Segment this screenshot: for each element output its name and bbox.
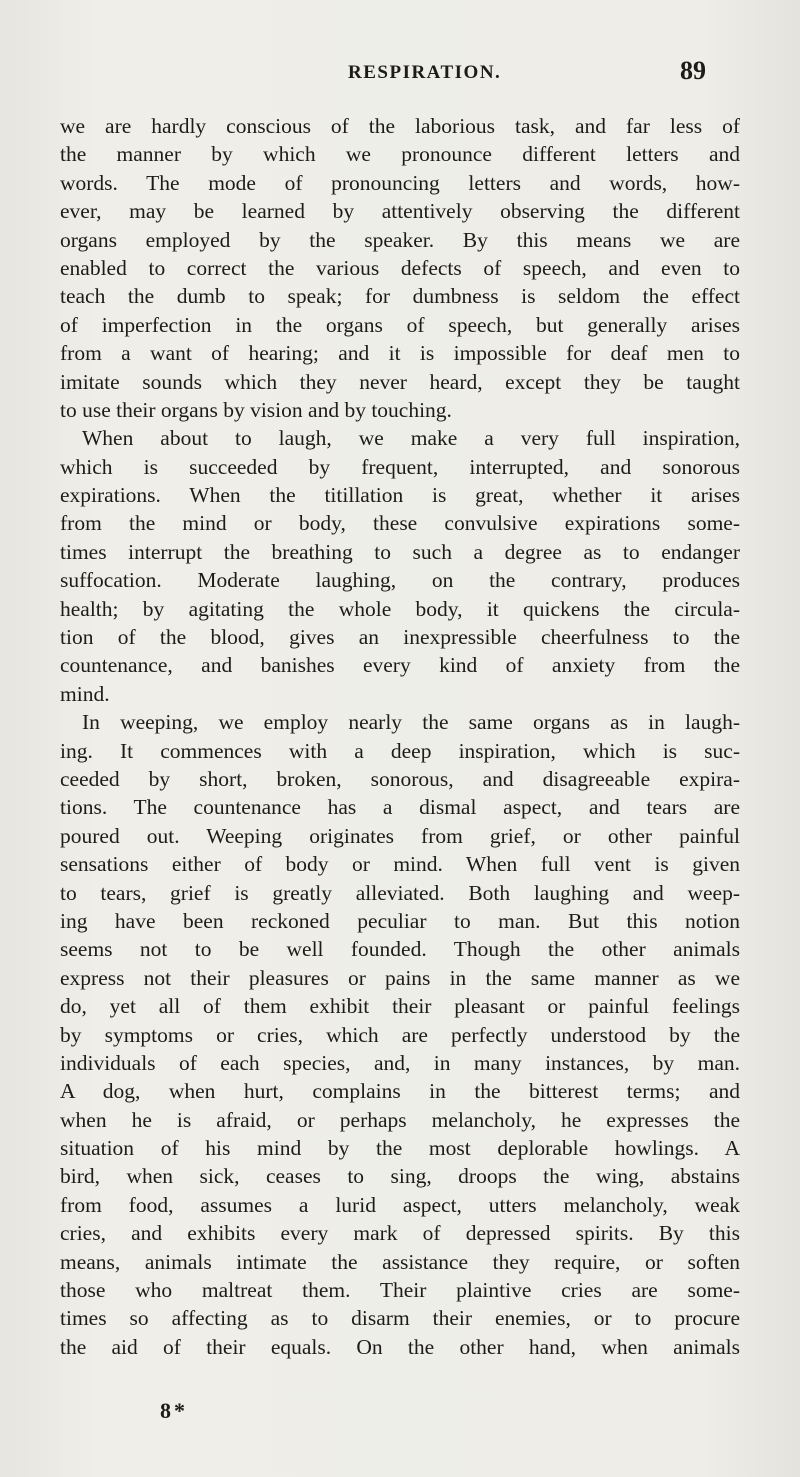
- text-line: countenance, and banishes every kind of anxiety from the: [60, 653, 740, 678]
- text-line: tions. The countenance has a dismal aspect, and tears are: [60, 795, 740, 820]
- text-line: cries, and exhibits every mark of depressed spirits. By this: [60, 1221, 740, 1246]
- text-line: seems not to be well founded. Though the other animals: [60, 937, 740, 962]
- running-head: [0, 58, 800, 88]
- text-line: A dog, when hurt, complains in the bitterest terms; and: [60, 1079, 740, 1104]
- text-line: enabled to correct the various defects of speech, and even to: [60, 255, 740, 280]
- text-line: from a want of hearing; and it is impossible for deaf men to: [60, 341, 740, 366]
- paragraph-first-line: In weeping, we employ nearly the same organs as in laugh-: [82, 710, 740, 735]
- text-line: ever, may be learned by attentively observing the different: [60, 199, 740, 224]
- text-line: health; by agitating the whole body, it quickens the circula-: [60, 596, 740, 621]
- running-head-title: RESPIRATION.: [348, 62, 502, 83]
- text-line: sensations either of body or mind. When full vent is given: [60, 852, 740, 877]
- text-line: times so affecting as to disarm their enemies, or to procure: [60, 1306, 740, 1331]
- body-text: [60, 112, 740, 1361]
- text-line: individuals of each species, and, in many instances, by man.: [60, 1050, 740, 1075]
- text-line: to tears, grief is greatly alleviated. Both laughing and weep-: [60, 880, 740, 905]
- text-line: poured out. Weeping originates from grief, or other painful: [60, 823, 740, 848]
- text-line: imitate sounds which they never heard, except they be taught: [60, 369, 740, 394]
- text-line: ing. It commences with a deep inspiration, which is suc-: [60, 738, 740, 763]
- text-line: we are hardly conscious of the laborious task, and far less of: [60, 114, 740, 138]
- text-line: by symptoms or cries, which are perfectly understood by the: [60, 1022, 740, 1047]
- text-line: times interrupt the breathing to such a degree as to endanger: [60, 539, 740, 564]
- page-number: 89: [680, 56, 706, 85]
- paragraph-first-line: When about to laugh, we make a very full inspiration,: [82, 426, 740, 451]
- text-line: do, yet all of them exhibit their pleasant or painful feelings: [60, 994, 740, 1019]
- signature-mark: 8*: [160, 1398, 188, 1423]
- paragraph-last-line: mind.: [60, 681, 110, 706]
- text-line: expirations. When the titillation is great, whether it arises: [60, 483, 740, 508]
- text-line: ing have been reckoned peculiar to man. But this notion: [60, 908, 740, 933]
- text-line: tion of the blood, gives an inexpressible cheerfulness to the: [60, 625, 740, 650]
- text-line: which is succeeded by frequent, interrupted, and sonorous: [60, 454, 740, 479]
- text-line: means, animals intimate the assistance they require, or soften: [60, 1249, 740, 1274]
- text-line: situation of his mind by the most deplorable howlings. A: [60, 1136, 740, 1161]
- text-line: from food, assumes a lurid aspect, utters melancholy, weak: [60, 1192, 740, 1217]
- text-line: of imperfection in the organs of speech, but generally arises: [60, 312, 740, 337]
- text-line: organs employed by the speaker. By this means we are: [60, 227, 740, 252]
- text-line: bird, when sick, ceases to sing, droops the wing, abstains: [60, 1164, 740, 1189]
- paragraph-last-line: to use their organs by vision and by touching.: [60, 397, 452, 422]
- text-line: express not their pleasures or pains in the same manner as we: [60, 965, 740, 990]
- text-line: the aid of their equals. On the other hand, when animals: [60, 1334, 740, 1359]
- text-line: the manner by which we pronounce different letters and: [60, 142, 740, 167]
- text-line: from the mind or body, these convulsive expirations some-: [60, 511, 740, 536]
- text-line: teach the dumb to speak; for dumbness is seldom the effect: [60, 284, 740, 309]
- text-line: when he is afraid, or perhaps melancholy, he expresses the: [60, 1107, 740, 1132]
- text-line: words. The mode of pronouncing letters and words, how-: [60, 170, 740, 195]
- text-line: ceeded by short, broken, sonorous, and disagreeable expira-: [60, 766, 740, 791]
- text-line: suffocation. Moderate laughing, on the contrary, produces: [60, 568, 740, 593]
- text-line: those who maltreat them. Their plaintive cries are some-: [60, 1278, 740, 1303]
